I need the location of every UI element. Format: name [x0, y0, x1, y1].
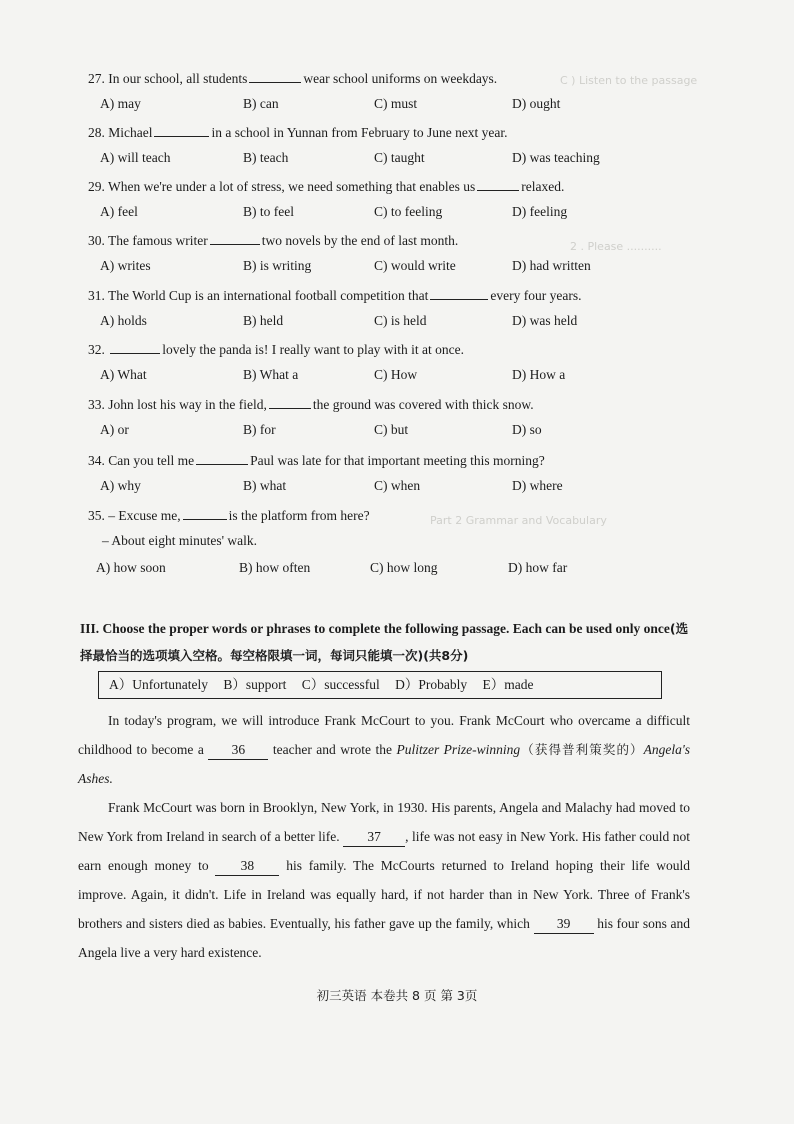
answer-option[interactable]: D) how far — [508, 560, 568, 575]
question-number: 35. — [88, 508, 109, 523]
question-stem — [88, 451, 545, 470]
question-text: every four years. — [490, 288, 582, 303]
question-number: 30. — [88, 233, 109, 248]
answer-options — [100, 477, 660, 495]
word-option: C）successful — [301, 677, 380, 692]
answer-option[interactable]: D) feeling — [512, 204, 568, 219]
question-text: The famous writer — [108, 233, 208, 248]
answer-option[interactable]: C) is held — [374, 313, 427, 328]
answer-option[interactable]: C) would write — [374, 258, 456, 273]
answer-blank-36[interactable]: 36 — [208, 741, 268, 760]
question-text: is the platform from here? — [228, 508, 370, 523]
question-text: relaxed. — [521, 179, 565, 194]
answer-option[interactable]: A) What — [100, 367, 147, 382]
answer-option[interactable]: A) will teach — [100, 150, 171, 165]
answer-option[interactable]: B) to feel — [243, 204, 294, 219]
question-text: When we're under a lot of stress, we need something that enables us — [108, 179, 476, 194]
passage-paragraph-1: In today's program, we will introduce Frank McCourt to you. Frank McCourt who overcame a difficult childhood to become a 36 teacher and wrote the Pulitzer Prize-winning（获得普利策奖的）Angela's Ashes. — [78, 713, 691, 786]
question-number: 29. — [88, 179, 109, 194]
answer-option[interactable]: C) how long — [370, 560, 438, 575]
question-number: 28. — [88, 125, 109, 140]
answer-option[interactable]: D) where — [512, 478, 563, 493]
question-stem — [88, 177, 564, 196]
answer-blank[interactable] — [249, 69, 301, 83]
answer-option[interactable]: A) or — [100, 422, 129, 437]
question-stem — [88, 123, 508, 142]
answer-option[interactable]: B) is writing — [243, 258, 312, 273]
question-stem — [88, 286, 581, 305]
question-number: 31. — [88, 288, 109, 303]
answer-option[interactable]: D) How a — [512, 367, 566, 382]
answer-option[interactable]: B) for — [243, 422, 276, 437]
answer-options — [100, 257, 660, 275]
question-text: – Excuse me, — [108, 508, 181, 523]
question-stem — [88, 69, 497, 88]
answer-option[interactable]: C) to feeling — [374, 204, 443, 219]
answer-option[interactable]: C) when — [374, 478, 421, 493]
word-option: E）made — [482, 677, 534, 692]
question-stem — [88, 506, 370, 525]
answer-option[interactable]: C) but — [374, 422, 409, 437]
question-stem — [88, 231, 458, 250]
question-stem — [88, 340, 464, 359]
word-bank-box — [98, 671, 662, 699]
question-text: wear school uniforms on weekdays. — [303, 71, 498, 86]
question-text: in a school in Yunnan from February to June next year. — [211, 125, 508, 140]
answer-option[interactable]: D) was held — [512, 313, 578, 328]
answer-options — [100, 312, 660, 330]
answer-option[interactable]: C) How — [374, 367, 418, 382]
bleed-through-text: 2 . Please .......... — [570, 240, 662, 253]
answer-option[interactable]: A) may — [100, 96, 141, 111]
answer-option[interactable]: D) so — [512, 422, 542, 437]
answer-option[interactable]: B) held — [243, 313, 284, 328]
answer-option[interactable]: C) taught — [374, 150, 425, 165]
answer-blank[interactable] — [477, 177, 519, 191]
answer-option[interactable]: D) had written — [512, 258, 591, 273]
answer-blank[interactable] — [110, 340, 160, 354]
question-stem — [88, 395, 534, 414]
bleed-through-text: C ) Listen to the passage — [560, 74, 698, 87]
word-option: D）Probably — [395, 677, 468, 692]
answer-blank[interactable] — [269, 395, 311, 409]
answer-option[interactable]: A) feel — [100, 204, 138, 219]
answer-option[interactable]: B) how often — [239, 560, 311, 575]
answer-option[interactable]: D) ought — [512, 96, 561, 111]
question-text: Paul was late for that important meeting this morning? — [250, 453, 545, 468]
answer-option[interactable]: A) holds — [100, 313, 147, 328]
answer-options — [100, 421, 660, 439]
answer-option[interactable]: B) what — [243, 478, 287, 493]
answer-blank-39[interactable]: 39 — [534, 915, 594, 934]
word-option: B）support — [223, 677, 287, 692]
question-number: 33. — [88, 397, 109, 412]
dialogue-reply: – About eight minutes' walk. — [102, 533, 258, 548]
answer-blank[interactable] — [430, 286, 488, 300]
question-text: The World Cup is an international football competition that — [108, 288, 429, 303]
word-option: A）Unfortunately — [109, 677, 208, 692]
answer-blank-37[interactable]: 37 — [343, 828, 405, 847]
question-text: In our school, all students — [108, 71, 248, 86]
answer-option[interactable]: A) writes — [100, 258, 151, 273]
question-number: 34. — [88, 453, 109, 468]
question-text: two novels by the end of last month. — [261, 233, 459, 248]
answer-option[interactable]: C) must — [374, 96, 418, 111]
question-number: 27. — [88, 71, 109, 86]
question-number: 32. — [88, 342, 109, 357]
question-text: John lost his way in the field, — [108, 397, 267, 412]
question-text: the ground was covered with thick snow. — [312, 397, 534, 412]
answer-options — [100, 95, 660, 113]
answer-options — [100, 366, 660, 384]
answer-option[interactable]: D) was teaching — [512, 150, 600, 165]
section-3-title: III. Choose the proper words or phrases to complete the following passage. Each can be used only once(选择最恰当的选项填入空格。每空格限填一词，每词只能填一次)(共8分) — [80, 621, 689, 663]
page-footer: 初三英语 本卷共 8 页 第 3页 — [316, 988, 478, 1003]
answer-option[interactable]: B) teach — [243, 150, 289, 165]
answer-blank[interactable] — [154, 123, 209, 137]
question-text: Michael — [108, 125, 153, 140]
answer-options — [100, 149, 660, 167]
answer-options — [96, 559, 656, 577]
answer-blank[interactable] — [196, 451, 248, 465]
question-text: Can you tell me — [108, 453, 195, 468]
answer-option[interactable]: A) why — [100, 478, 141, 493]
answer-option[interactable]: A) how soon — [96, 560, 166, 575]
answer-blank-38[interactable]: 38 — [215, 857, 279, 876]
question-text: lovely the panda is! I really want to play with it at once. — [162, 342, 465, 357]
answer-blank[interactable] — [183, 506, 227, 520]
answer-option[interactable]: B) can — [243, 96, 279, 111]
passage-paragraph-2: Frank McCourt was born in Brooklyn, New York, in 1930. His parents, Angela and Malachy had moved to New York from Ireland in search of a better life. 37 , life was not easy in New York. His father could not earn enough money to 38 his family. The McCourts returned to Ireland hoping their life would improve. Again, it didn't. Life in Ireland was equally hard, if not harder than in New York. Three of Frank's brothers and sisters died as babies. Eventually, his father gave up the family, which 39 his four sons and Angela live a very hard existence. — [78, 800, 691, 960]
answer-option[interactable]: B) What a — [243, 367, 299, 382]
bleed-through-text: Part 2 Grammar and Vocabulary — [430, 514, 607, 527]
answer-blank[interactable] — [210, 231, 260, 245]
answer-options — [100, 203, 660, 221]
